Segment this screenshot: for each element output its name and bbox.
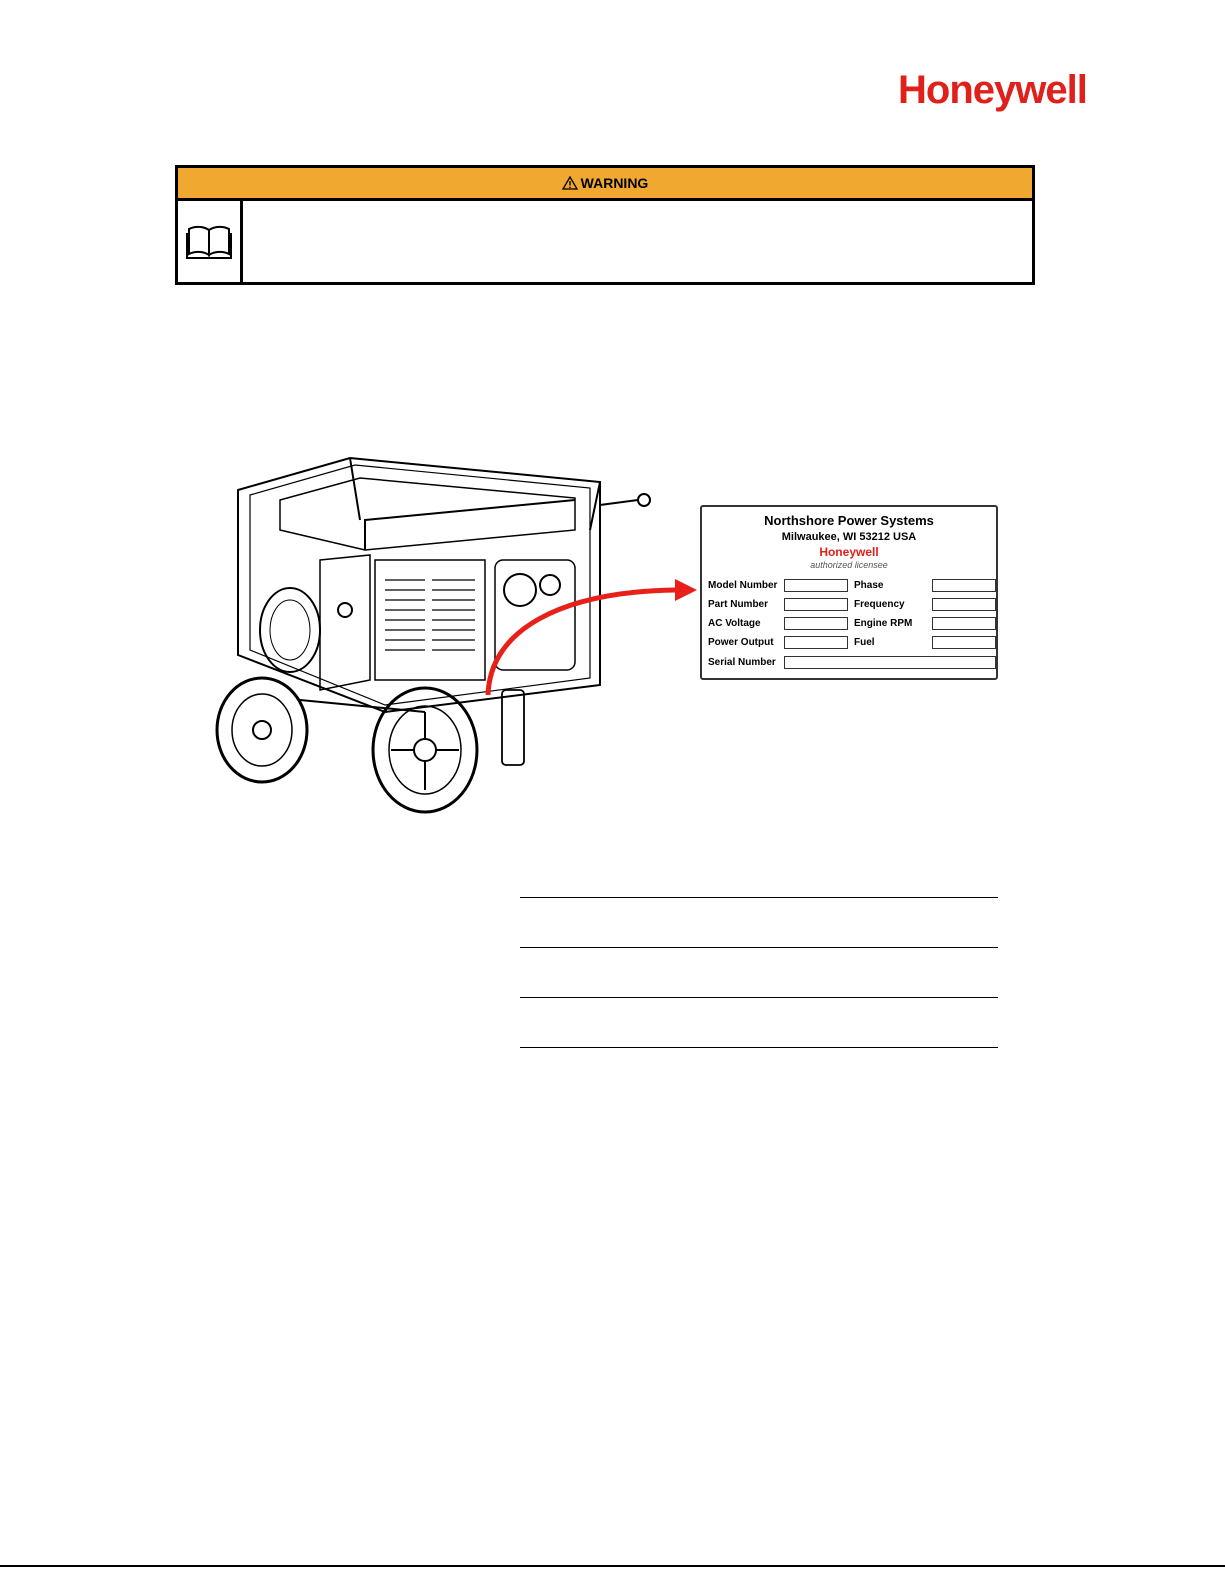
warning-triangle-icon — [562, 176, 578, 190]
label-brand-logo: Honeywell — [819, 545, 879, 559]
part-number-box — [784, 598, 848, 611]
engine-rpm-box — [932, 617, 996, 630]
phase-box — [932, 579, 996, 592]
label-field-part-number: Part Number — [708, 599, 769, 610]
serial-number-box — [784, 656, 996, 669]
warning-header — [178, 168, 1032, 201]
frequency-box — [932, 598, 996, 611]
label-field-serial-number: Serial Number — [708, 657, 776, 668]
record-line — [520, 947, 998, 948]
record-line — [520, 897, 998, 898]
label-field-phase: Phase — [854, 580, 884, 591]
book-cell — [178, 201, 243, 282]
label-field-frequency: Frequency — [854, 599, 905, 610]
data-label-card — [700, 505, 998, 680]
footer-rule — [0, 1565, 1225, 1567]
warning-title: WARNING — [580, 175, 649, 191]
model-number-box — [784, 579, 848, 592]
label-field-power-output: Power Output — [708, 637, 774, 648]
warning-text-area — [243, 201, 1032, 282]
label-field-engine-rpm: Engine RPM — [854, 618, 913, 629]
label-licensee-text: authorized licensee — [810, 560, 888, 570]
record-line — [520, 997, 998, 998]
label-field-model-number: Model Number — [708, 580, 778, 591]
ac-voltage-box — [784, 617, 848, 630]
label-company-name: Northshore Power Systems — [764, 513, 934, 528]
honeywell-logo: Honeywell — [898, 68, 1087, 112]
record-line — [520, 1047, 998, 1048]
manual-book-icon — [186, 224, 232, 260]
red-pointer-arrow — [480, 570, 700, 700]
fuel-box — [932, 636, 996, 649]
label-field-ac-voltage: AC Voltage — [708, 618, 761, 629]
power-output-box — [784, 636, 848, 649]
label-address: Milwaukee, WI 53212 USA — [781, 531, 917, 543]
label-field-fuel: Fuel — [854, 637, 875, 648]
warning-box — [175, 165, 1035, 285]
